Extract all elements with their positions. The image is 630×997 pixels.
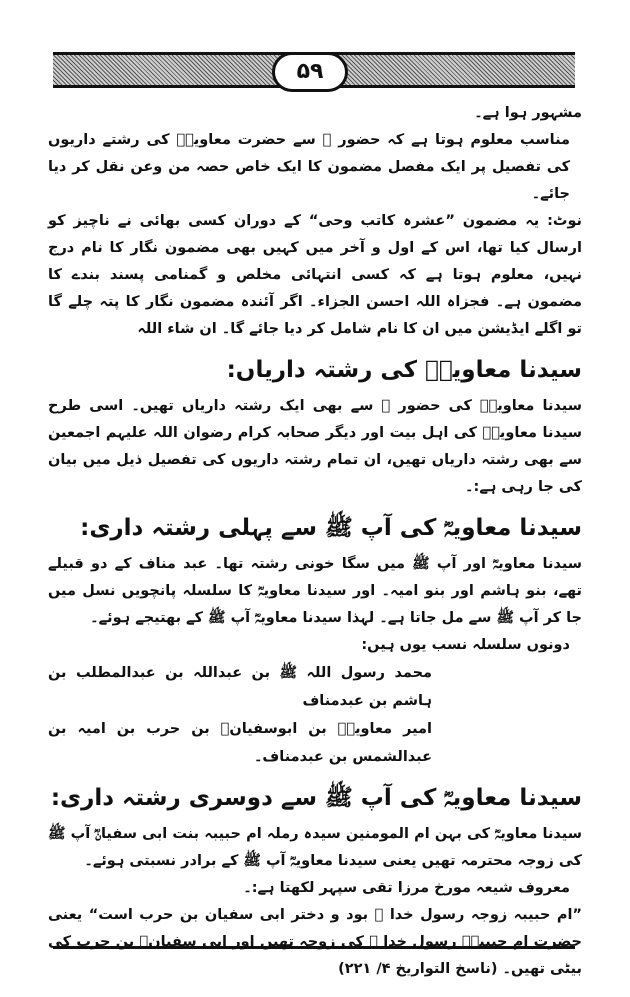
paragraph-author-note: نوٹ: یہ مضمون ”عشرہ کاتب وحی“ کے دوران کسی بھائی نے ناچیز کو ارسال کیا تھا، اس کے اول و آخر میں کہیں بھی مضمون نگار کا نام درج نہیں، معلوم ہوتا ہے کہ کسی انتہائی مخلص و گمنامی پسند بندے کا مضمون ہے۔ فجزاہ اللہ احسن الجزاء۔ اگر آئندہ مضمون نگار کا پتہ چلے گا تو اگلے ایڈیشن میں ان کا نام شامل کر دیا جائے گا۔ ان شاء اللہ [48, 213, 582, 337]
paragraph-historian-quote: ”ام حبیبہ زوجہ رسول خدا ﷺ بود و دختر ابی سفیان بن حرب است“ یعنی حضرت ام حبیبہؓ رسول خدا ﷺ کی زوجہ تھیں اور ابی سفیانؓ بن حرب کی بیٹی تھیں۔ (ناسخ التواریخ ۴/ ۲۲۱) [48, 907, 582, 977]
page-body [48, 100, 582, 983]
paragraph-second-relation: سیدنا معاویہؓ کی بہن ام المومنین سیدہ رملہ ام حبیبہ بنت ابی سفیانؓ آپ ﷺ کی زوجہ محترمہ تھیں یعنی سیدنا معاویہؓ آپ ﷺ کے برادر نسبتی ہوئے۔ [48, 826, 582, 869]
lineage-muawiya: امیر معاویہؓ بن ابوسفیانؓ بن حرب بن امیہ بن عبدالشمس بن عبدمناف۔ [48, 721, 432, 765]
footer-rule [53, 946, 575, 949]
paragraph-historian-quote-intro: معروف شیعہ مورخ مرزا تقی سپہر لکھتا ہے:۔ [243, 880, 570, 896]
heading-first-relation: سیدنا معاویہؓ کی آپ ﷺ سے پہلی رشتہ داری: [80, 515, 582, 541]
paragraph-intro-end: مشہور ہوا ہے۔ [474, 105, 582, 121]
lineage-prophet: محمد رسول اللہ ﷺ بن عبداللہ بن عبدالمطلب بن ہاشم بن عبدمناف [48, 665, 432, 709]
paragraph-relations: سیدنا معاویہؓ کی حضور ﷺ سے بھی ایک رشتہ داریاں تھیں۔ اسی طرح سیدنا معاویہؓ کی اہل بیت اور دیگر صحابہ کرام رضوان اللہ علیہم اجمعین سے بھی رشتہ داریاں تھیں، ان تمام رشتہ داریوں کی تفصیل ذیل میں بیان کی جا رہی ہے:۔ [48, 398, 582, 495]
paragraph-relations-intro: مناسب معلوم ہوتا ہے کہ حضور ﷺ سے حضرت معاویہؓ کی رشتے داریوں کی تفصیل پر ایک مفصل مضمون کا ایک خاص حصہ من وعن نقل کر دیا جائے۔ [48, 132, 570, 202]
paragraph-first-relation: سیدنا معاویہؓ اور آپ ﷺ میں سگا خونی رشتہ تھا۔ عبد مناف کے دو قبیلے تھے، بنو ہاشم اور بنو امیہ۔ اور سیدنا معاویہؓ کا سلسلہ پانچویں نسل میں جا کر آپ ﷺ سے مل جاتا ہے۔ لہذا سیدنا معاویہؓ آپ ﷺ کے بھتیجے ہوئے۔ [48, 556, 582, 626]
heading-relations: سیدنا معاویہؓ کی رشتہ داریاں: [226, 357, 582, 383]
paragraph-lineage-intro: دونوں سلسلہ نسب یوں ہیں: [361, 637, 570, 653]
heading-second-relation: سیدنا معاویہؓ کی آپ ﷺ سے دوسری رشتہ داری: [50, 785, 582, 811]
page-number: ۵۹ [272, 52, 348, 92]
